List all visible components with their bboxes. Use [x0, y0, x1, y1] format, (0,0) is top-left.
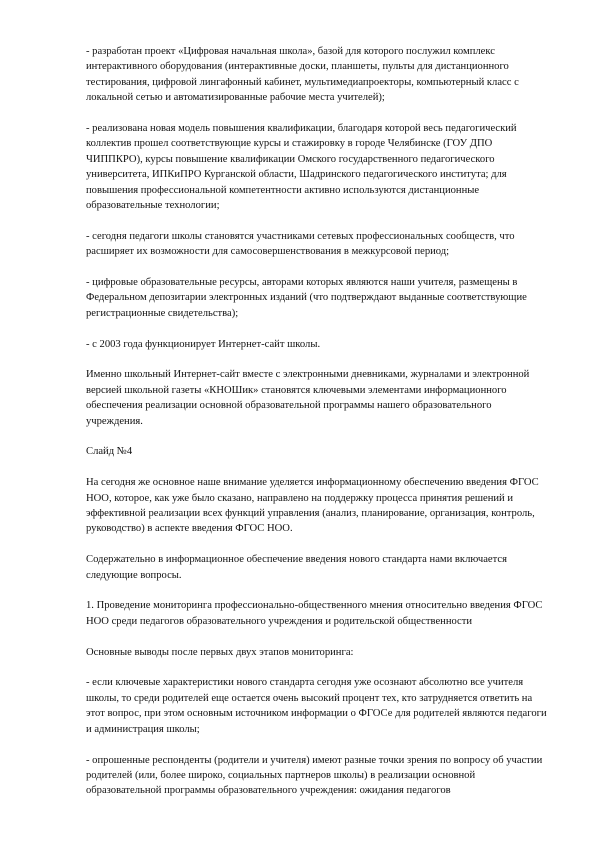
- paragraph-network-communities: - сегодня педагоги школы становятся участниками сетевых профессиональных сообществ, что расширяет их возможности для самосовершенствования в межкурсовой период;: [86, 230, 515, 258]
- paragraph-digital-school: - разработан проект «Цифровая начальная школа», базой для которого послужил комплекс интерактивного оборудования (интерактивные доски, планшеты, пульты для дистанционного тестирования, цифровой лингафонный кабинет, мультимедиапроекторы, компьютерный класс с локальной сетью и автоматизированные рабочие места учителей);: [86, 46, 519, 104]
- paragraph-information-support: На сегодня же основное наше внимание уделяется информационному обеспечению введения ФГОС НОО, которое, как уже было сказано, направлено на поддержку процесса принятия решений и эффективной реализации всех функций управления (анализ, планирование, организация, контроль, руководство) в аспекте введения ФГОС НОО.: [86, 477, 539, 535]
- paragraph-website: - с 2003 года функционирует Интернет-сайт школы.: [86, 338, 321, 350]
- paragraph-digital-resources: - цифровые образовательные ресурсы, авторами которых являются наши учителя, размещены в Федеральном депозитарии электронных изданий (что подтверждают выданные соответствующие регистрационные свидетельства);: [86, 277, 527, 319]
- slide-heading: Слайд №4: [86, 446, 133, 458]
- document-page: [86, 44, 548, 814]
- paragraph-main-conclusions: Основные выводы после первых двух этапов мониторинга:: [86, 646, 354, 658]
- paragraph-content-questions: Содержательно в информационное обеспечение введения нового стандарта нами включается следующие вопросы.: [86, 554, 507, 581]
- paragraph-monitoring: 1. Проведение мониторинга профессионально-общественного мнения относительно введения ФГОС НОО среди педагогов образовательного учреждения и родительской общественности: [86, 600, 543, 627]
- paragraph-website-role: Именно школьный Интернет-сайт вместе с электронными дневниками, журналами и электронной версией школьной газеты «КНОШик» становятся ключевыми элементами информационного обеспечения реализации основной образовательной программы нашего образовательного учреждения.: [86, 369, 530, 427]
- paragraph-qualification-model: - реализована новая модель повышения квалификации, благодаря которой весь педагогический коллектив прошел соответствующие курсы и стажировку в городе Челябинске (ГОУ ДПО ЧИППКРО), курсы повышение квалификации Омского государственного педагогического университета, ИПКиПРО Курганской области, Шадринского педагогического института; для повышения профессиональной компетентности активно используются дистанционные образовательные технологии;: [86, 123, 517, 212]
- paragraph-conclusion-parents: - если ключевые характеристики нового стандарта сегодня уже осознают абсолютно все учителя школы, то среди родителей еще остается очень высокий процент тех, кто затрудняется ответить на этот вопрос, при этом основным источником информации о ФГОСе для родителей являются педагоги и администрация школы;: [86, 677, 547, 735]
- paragraph-conclusion-respondents: - опрошенные респонденты (родители и учителя) имеют разные точки зрения по вопросу об участии родителей (или, более широко, социальных партнеров школы) в реализации основной образовательной программы образовательного учреждения: ожидания педагогов: [86, 754, 543, 797]
